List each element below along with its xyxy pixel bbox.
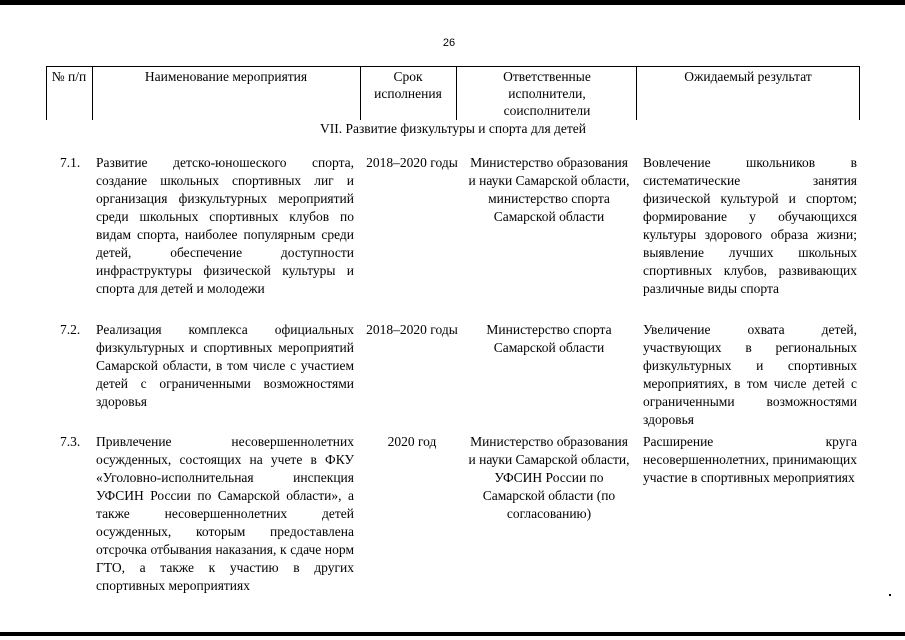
header-top-rule (46, 66, 860, 67)
header-name: Наименование мероприятия (144, 69, 308, 84)
responsible-executors: Министерство образования и науки Самарской области, УФСИН России по Самарской области (по согласованию) (468, 434, 630, 521)
header-divider (636, 66, 637, 120)
activity-term: 2020 год (387, 434, 437, 449)
bottom-border (0, 632, 905, 636)
activity-name: Развитие детско-юношеского спорта, создание школьных спортивных лиг и организация физкультурных мероприятий среди школьных спортивных клубов по видам спорта, наиболее популярным среди детей, обеспечение доступности инфраструктуры физической культуры и спорта для детей и молодежи (96, 155, 354, 296)
activity-name: Реализация комплекса официальных физкультурных и спортивных мероприятий Самарской области, в том числе с участием детей с ограниченными возможностями здоровья (96, 322, 354, 409)
header-result: Ожидаемый результат (684, 69, 812, 84)
header-divider (92, 66, 93, 120)
responsible-executors: Министерство образования и науки Самарской области, министерство спорта Самарской области (468, 155, 630, 224)
header-left-rule (46, 66, 47, 120)
expected-result: Вовлечение школьников в систематические занятия физической культурой и спортом; формирование у обучающихся культуры здорового образа жизни; выявление лучших школьных спортивных клубов, развивающих различные виды спорта (643, 155, 857, 296)
activity-term: 2018–2020 годы (366, 322, 458, 337)
row-number: 7.1. (60, 155, 81, 170)
section-title: VII. Развитие физкультуры и спорта для детей (319, 121, 587, 136)
activity-term: 2018–2020 годы (366, 155, 458, 170)
header-divider (360, 66, 361, 120)
table-header (46, 66, 860, 120)
activity-name: Привлечение несовершеннолетних осужденных, состоящих на учете в ФКУ «Уголовно-исполнительная инспекция УФСИН России по Самарской области», а также несовершеннолетних детей осужденных, которым предоставлена отсрочка отбывания наказания, к сдаче норм ГТО, а также к участию в других спортивных мероприятиях (96, 434, 354, 593)
header-term: Срок исполнения (374, 69, 442, 101)
header-right-rule (859, 66, 860, 120)
scan-speck (889, 594, 891, 596)
responsible-executors: Министерство спорта Самарской области (486, 322, 612, 355)
header-num: № п/п (51, 69, 87, 84)
expected-result: Расширение круга несовершеннолетних, принимающих участие в спортивных мероприятиях (643, 434, 857, 485)
header-resp: Ответственные исполнители, соисполнители (503, 69, 591, 118)
top-border (0, 0, 905, 5)
header-divider (456, 66, 457, 120)
row-number: 7.3. (60, 434, 81, 449)
expected-result: Увеличение охвата детей, участвующих в региональных физкультурных и спортивных мероприятиях, в том числе детей с ограниченными возможностями здоровья (643, 322, 857, 427)
page-number: 26 (442, 37, 456, 49)
row-number: 7.2. (60, 322, 81, 337)
